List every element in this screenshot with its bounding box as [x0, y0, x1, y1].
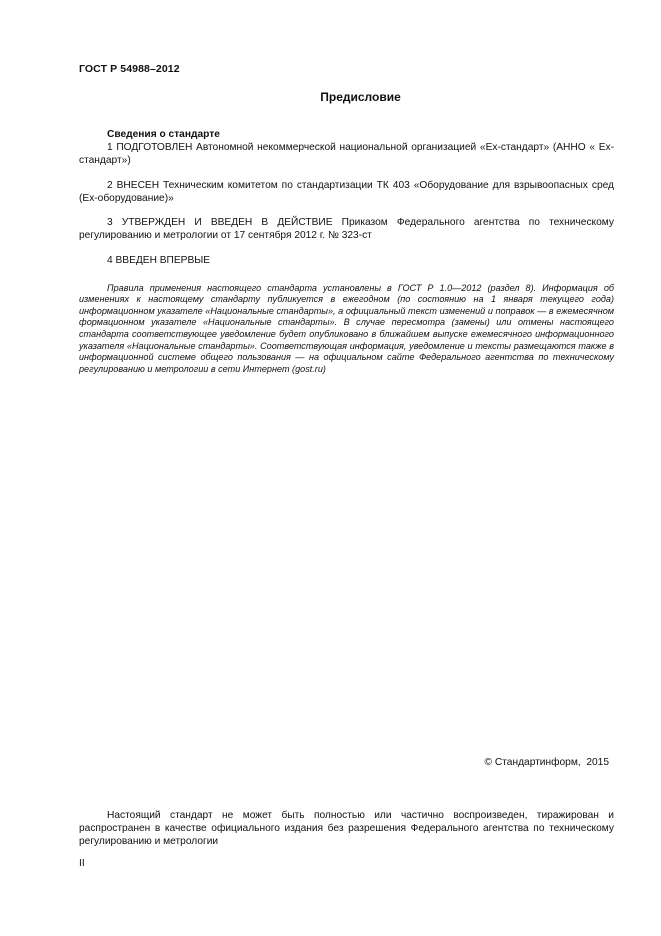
reproduction-notice: Настоящий стандарт не может быть полностью или частично воспроизведен, тиражирован и распространен в качестве официального издания без разрешения Федерального агентства по техническому регулированию и метрологии [79, 810, 614, 848]
page-title: Предисловие [320, 90, 401, 104]
info-item-approved: 3 УТВЕРЖДЕН И ВВЕДЕН В ДЕЙСТВИЕ Приказом Федерального агентства по техническому регулированию и метрологии от 17 сентября 2012 г. № 323-ст [79, 217, 614, 242]
info-item-prepared: 1 ПОДГОТОВЛЕН Автономной некоммерческой национальной организацией «Ex-стандарт» (АННО « Ex-стандарт») [79, 142, 614, 167]
standard-info-section [79, 128, 614, 384]
application-rules-notice: Правила применения настоящего стандарта установлены в ГОСТ Р 1.0—2012 (раздел 8). Информация об изменениях к настоящему стандарту публикуется в ежегодном (по состоянию на 1 января текущего года) информационном указателе «Национальные стандарты», а официальный текст изменений и поправок — в ежемесячном формационном указателе «Национальные стандарты». В случае пересмотра (замены) или отмены настоящего стандарта соответствующее уведомление будет опубликовано в ближайшем выпуске ежемесячного информационного указателя «Национальные стандарты». Соответствующая информация, уведомление и тексты размещаются также в информационной системе общего пользования — на официальном сайте Федерального агентства по техническому регулированию и метрологии в сети Интернет (gost.ru) [79, 282, 614, 374]
info-item-introduced: 2 ВНЕСЕН Техническим комитетом по стандартизации ТК 403 «Оборудование для взрывоопасных сред (Ex-оборудование)» [79, 179, 614, 204]
copyright: © Стандартинформ, 2015 [484, 757, 609, 768]
section-heading: Сведения о стандарте [107, 129, 220, 140]
document-code: ГОСТ Р 54988–2012 [79, 63, 180, 75]
info-item-first-introduced: 4 ВВЕДЕН ВПЕРВЫЕ [107, 255, 211, 267]
page-number: II [79, 858, 85, 869]
